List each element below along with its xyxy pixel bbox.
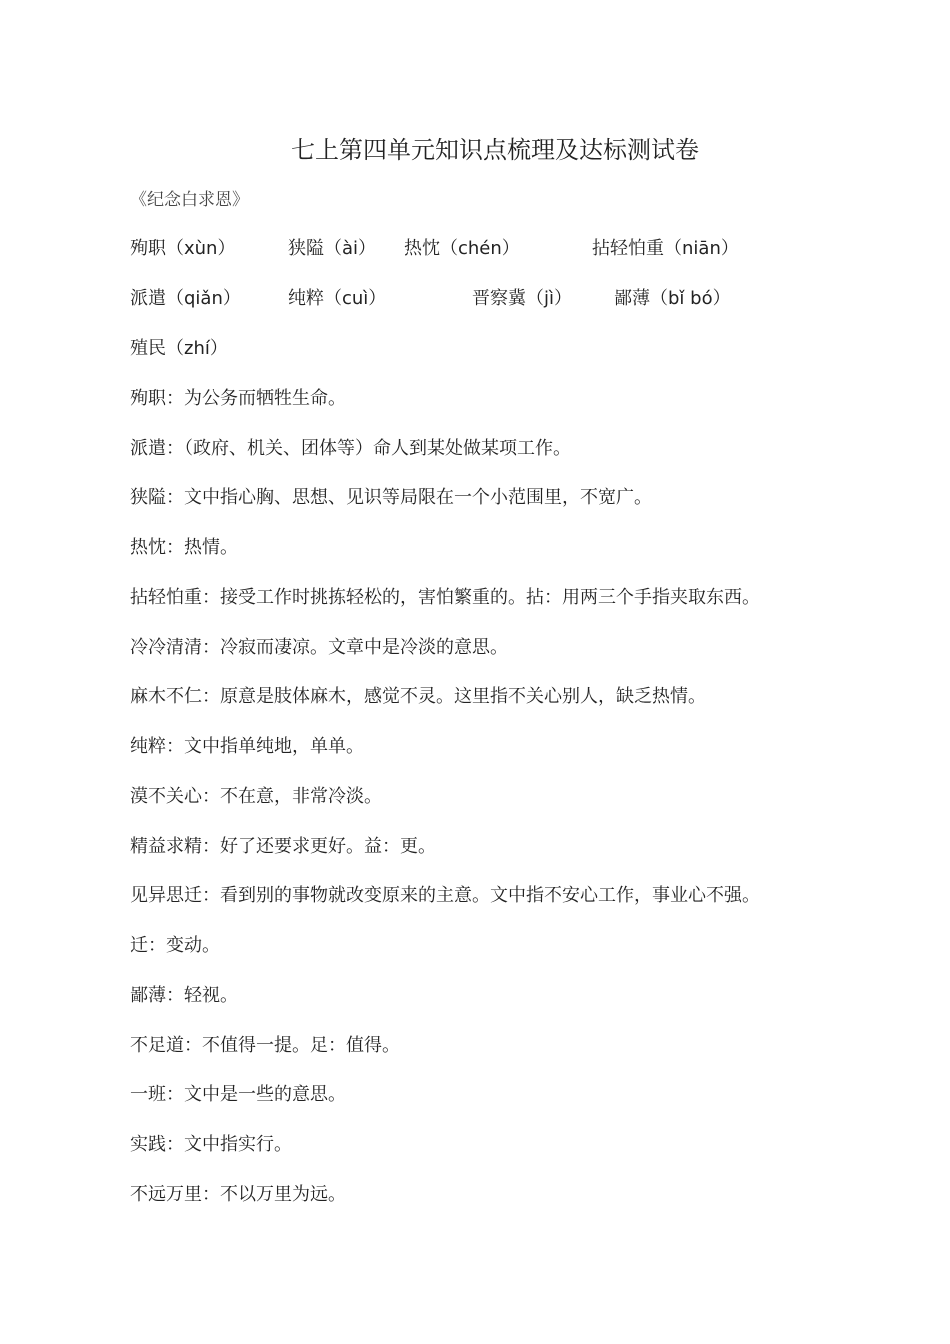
pinyin-row bbox=[130, 234, 830, 264]
pinyin-word: 拈轻怕重（niān） bbox=[592, 238, 739, 259]
pinyin-word: 纯粹（cuì） bbox=[288, 288, 387, 309]
pinyin-word: 晋察冀（jì） bbox=[472, 288, 573, 309]
pinyin-row bbox=[130, 284, 830, 314]
pinyin-word: 鄙薄（bǐ bó） bbox=[614, 288, 731, 309]
definition-line: 见异思迁：看到别的事物就改变原来的主意。文中指不安心工作，事业心不强。 bbox=[130, 885, 760, 906]
pinyin-word: 殉职（xùn） bbox=[130, 238, 236, 259]
definition-line: 精益求精：好了还要求更好。益：更。 bbox=[130, 836, 436, 857]
pinyin-word: 狭隘（ài） bbox=[288, 238, 377, 259]
definition-line: 迁：变动。 bbox=[130, 935, 220, 956]
definition-line: 鄙薄：轻视。 bbox=[130, 985, 238, 1006]
definition-line: 狭隘：文中指心胸、思想、见识等局限在一个小范围里，不宽广。 bbox=[130, 487, 652, 508]
definition-line: 热忱：热情。 bbox=[130, 537, 238, 558]
definition-line: 不足道：不值得一提。足：值得。 bbox=[130, 1035, 400, 1056]
definition-line: 麻木不仁：原意是肢体麻木，感觉不灵。这里指不关心别人，缺乏热情。 bbox=[130, 686, 706, 707]
definition-line: 漠不关心：不在意，非常冷淡。 bbox=[130, 786, 382, 807]
pinyin-word: 殖民（zhí） bbox=[130, 338, 228, 359]
pinyin-word: 派遣（qiǎn） bbox=[130, 288, 241, 309]
definition-line: 纯粹：文中指单纯地，单单。 bbox=[130, 736, 364, 757]
section-subtitle: 《纪念白求恩》 bbox=[130, 190, 249, 210]
definition-line: 一班：文中是一些的意思。 bbox=[130, 1084, 346, 1105]
document-title: 七上第四单元知识点梳理及达标测试卷 bbox=[291, 136, 699, 164]
definition-line: 实践：文中指实行。 bbox=[130, 1134, 292, 1155]
definition-line: 派遣：（政府、机关、团体等）命人到某处做某项工作。 bbox=[130, 438, 571, 459]
definition-line: 殉职：为公务而牺牲生命。 bbox=[130, 388, 346, 409]
definition-line: 冷冷清清：冷寂而凄凉。文章中是冷淡的意思。 bbox=[130, 637, 508, 658]
pinyin-row bbox=[130, 334, 430, 364]
definition-line: 不远万里：不以万里为远。 bbox=[130, 1184, 346, 1205]
definition-line: 拈轻怕重：接受工作时挑拣轻松的，害怕繁重的。拈：用两三个手指夹取东西。 bbox=[130, 587, 760, 608]
pinyin-word: 热忱（chén） bbox=[404, 238, 520, 259]
